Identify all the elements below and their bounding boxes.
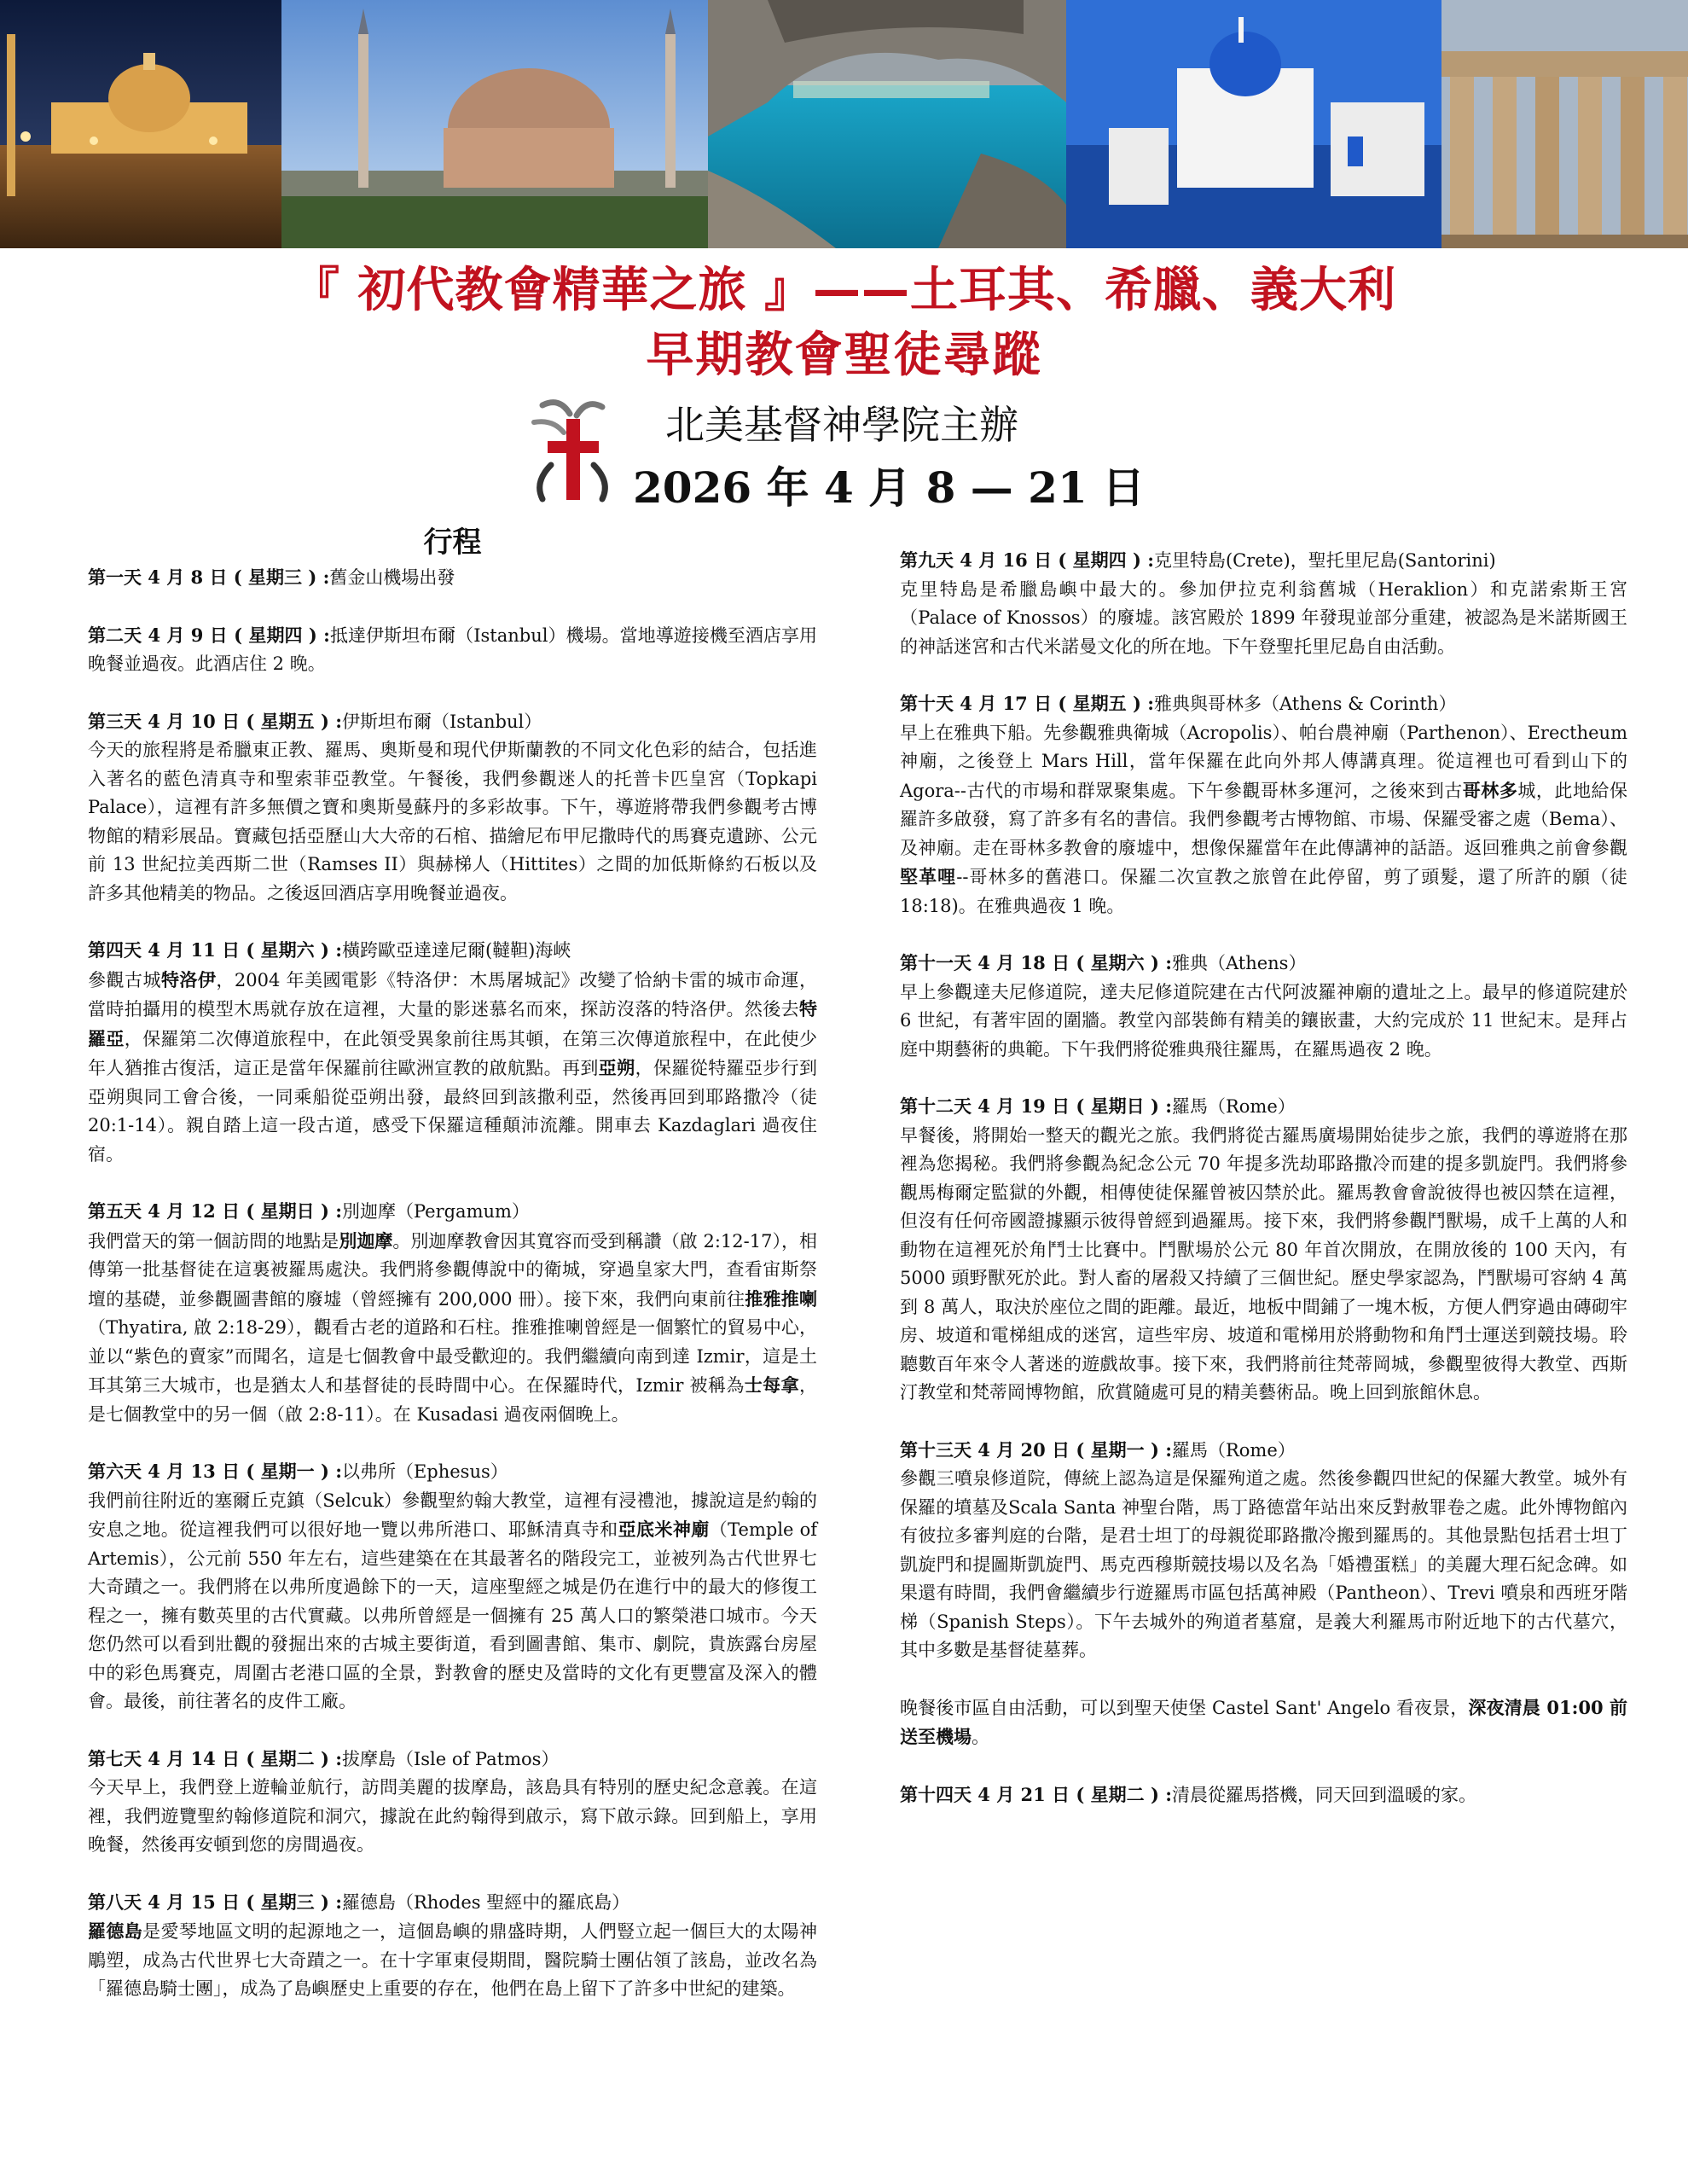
main-title: 『 初代教會精華之旅 』——土耳其、希臘、義大利 <box>292 263 1396 318</box>
description-text: ，是七個教堂中的另一個（啟 2:8-11）。在 Kusadasi 過夜兩個晚上。 <box>88 1375 818 1425</box>
description-text: 我們當天的第一個訪問的地點是 <box>88 1230 339 1252</box>
day-13 <box>900 1436 1627 1665</box>
day-place: 清晨從羅馬搭機，同天回到溫暖的家。 <box>1171 1784 1476 1805</box>
day-place: 伊斯坦布爾（Istanbul） <box>341 711 542 732</box>
day-description <box>88 736 817 908</box>
place-name-highlight: 亞底米神廟 <box>618 1519 710 1540</box>
day-label: 第十一天 4 月 18 日 ( 星期六 ) : <box>900 952 1172 973</box>
place-name-highlight: 羅德島 <box>88 1920 143 1942</box>
day-place: 羅馬（Rome） <box>1171 1439 1296 1461</box>
day-label: 第九天 4 月 16 日 ( 星期四 ) : <box>900 549 1154 571</box>
place-name-highlight: 推雅推喇 <box>745 1287 817 1310</box>
hagia-sophia-icon <box>281 0 708 248</box>
left-day-list <box>88 563 817 2004</box>
day-label: 第四天 4 月 11 日 ( 星期六 ) : <box>88 939 342 961</box>
description-text: 是愛琴地區文明的起源地之一，這個島嶼的鼎盛時期，人們豎立起一個巨大的太陽神鵰塑，成為古代世界七大奇蹟之一。在十字軍東侵期間，醫院騎士團佔領了該島，並改名為「羅德島騎士團」，成為了島嶼歷史上重要的存在，他們在島上留下了許多中世紀的建築。 <box>88 1921 817 1999</box>
description-text: 早餐後，將開始一整天的觀光之旅。我們將從古羅馬廣場開始徒步之旅，我們的導遊將在那裡為您揭秘。我們將參觀為紀念公元 70 年提多洗劫耶路撒冷而建的提多凱旋門。我們將參觀馬梅爾定監獄的外觀，相傳使徒保羅曾被囚禁於此。羅馬教會會說彼得也被囚禁在這裡，但沒有任何帝國證據顯示彼得曾經到過羅馬。接下來，我們將參觀鬥獸場，成千上萬的人和動物在這裡死於角鬥士比賽中。鬥獸場於公元 80 年首次開放，在開放後的 100 天內，有 5000 頭野獸死於此。對人畜的屠殺又持續了三個世紀。歷史學家認為，鬥獸場可容納 4 萬到 8 萬人，取決於座位之間的距離。最近，地板中間鋪了一塊木板，方便人們穿過由磚砌牢房、坡道和電梯組成的迷宮，這些牢房、坡道和電梯用於將動物和角鬥士運送到競技場。聆聽數百年來令人著迷的遊戲故事。接下來，我們將前往梵蒂岡城，參觀聖彼得大教堂、西斯汀教堂和梵蒂岡博物館，欣賞隨處可見的精美藝術品。晚上回到旅館休息。 <box>900 1124 1627 1403</box>
place-name-highlight: 哥林多 <box>1462 779 1518 801</box>
place-name-highlight: 士每拿 <box>744 1374 800 1396</box>
itinerary-right-column <box>900 546 1627 1838</box>
description-text: 克里特島是希臘島嶼中最大的。參加伊拉克利翁舊城（Heraklion）和克諾索斯王宮（Palace of Knossos）的廢墟。該宮殿於 1899 年發現並部分重建，被認為是米諾斯國王的神話迷宮和古代米諾曼文化的所在地。下午登聖托里尼島自由活動。 <box>900 578 1627 657</box>
airport-transfer-time: 深夜清晨 01:00 前送至機場 <box>900 1696 1627 1747</box>
itinerary-heading: 行程 <box>423 526 482 560</box>
day-label: 第一天 4 月 8 日 ( 星期三 ) : <box>88 566 330 588</box>
day-5 <box>88 1197 817 1429</box>
description-text: 早上參觀達夫尼修道院，達夫尼修道院建在古代阿波羅神廟的遺址之上。最早的修道院建於 6 世紀，有著牢固的圍牆。教堂內部裝飾有精美的鑲嵌畫，大約完成於 11 世紀末。是拜占庭中期藝術的典範。下午我們將從雅典飛往羅馬，在羅馬過夜 2 晚。 <box>900 981 1627 1060</box>
right-day-list <box>900 546 1627 1665</box>
day-label: 第六天 4 月 13 日 ( 星期一 ) : <box>88 1461 342 1482</box>
day-description <box>88 1917 817 2004</box>
day-description <box>900 719 1627 921</box>
day-place: 抵達伊斯坦布爾（Istanbul）機場。當地導遊接機至酒店享用晚餐並過夜。此酒店住 2 晚。 <box>88 624 817 674</box>
evening-note <box>900 1693 1627 1752</box>
day-description <box>900 979 1627 1065</box>
description-text: 參觀三噴泉修道院，傳統上認為這是保羅殉道之處。然後參觀四世紀的保羅大教堂。城外有保羅的墳墓及Scala Santa 神聖台階，馬丁路德當年站出來反對赦罪卷之處。此外博物館內有彼拉多審判庭的台階，是君士坦丁的母親從耶路撒冷搬到羅馬的。其他景點包括君士坦丁凱旋門和提圖斯凱旋門、馬克西穆斯競技場以及名為「婚禮蛋糕」的美麗大理石紀念碑。如果還有時間，我們會繼續步行遊羅馬市區包括萬神殿（Pantheon）、Trevi 噴泉和西班牙階梯（Spanish Steps）。下午去城外的殉道者墓窟，是義大利羅馬市附近地下的古代墓穴，其中多數是基督徒墓葬。 <box>900 1468 1627 1660</box>
day-8 <box>88 1888 817 2004</box>
day-label: 第十天 4 月 17 日 ( 星期五 ) : <box>900 693 1154 714</box>
day-label: 第八天 4 月 15 日 ( 星期三 ) : <box>88 1891 342 1913</box>
place-name-highlight: 堅革哩 <box>900 866 957 887</box>
note-text: 晚餐後市區自由活動，可以到聖天使堡 Castel Sant' Angelo 看夜景， <box>900 1697 1469 1718</box>
place-name-highlight: 特羅亞 <box>88 998 817 1049</box>
day-11 <box>900 949 1627 1064</box>
day-place: 雅典與哥林多（Athens & Corinth） <box>1153 694 1457 714</box>
day-label: 第十四天 4 月 21 日 ( 星期二 ) : <box>900 1783 1172 1805</box>
day-place: 雅典（Athens） <box>1171 953 1307 973</box>
day-label: 第十二天 4 月 19 日 ( 星期日 ) : <box>900 1095 1172 1117</box>
day-label: 第七天 4 月 14 日 ( 星期二 ) : <box>88 1747 342 1769</box>
description-text: 今天早上，我們登上遊輪並航行，訪問美麗的拔摩島，該島具有特別的歷史紀念意義。在這裡，我們遊覽聖約翰修道院和洞穴，據說在此約翰得到啟示，寫下啟示錄。回到船上，享用晚餐，然後再安頓到您的房間過夜。 <box>88 1777 817 1855</box>
day-description <box>88 1487 817 1716</box>
day-label: 第三天 4 月 10 日 ( 星期五 ) : <box>88 710 342 732</box>
day-label: 第十三天 4 月 20 日 ( 星期一 ) : <box>900 1438 1172 1461</box>
day-place: 克里特島(Crete)，聖托里尼島(Santorini) <box>1153 550 1496 571</box>
description-text: ，保羅從特羅亞步行到亞朔與同工會合後，一同乘船從亞朔出發，最終回到該撒利亞，然後再回到耶路撒冷（徒 20:1-14）。親自踏上這一段古道，感受下保羅這種顛沛流離。開車去 Kazdaglari 過夜住宿。 <box>88 1058 818 1165</box>
place-name-highlight: 別迦摩 <box>339 1229 393 1252</box>
description-text: 我們前往附近的塞爾丘克鎮（Selcuk）參觀聖約翰大教堂，這裡有浸禮池，據說這是約翰的安息之地。從這裡我們可以很好地一覽以弗所港口、耶穌清真寺和 <box>88 1490 817 1540</box>
day-description <box>900 1465 1627 1665</box>
description-text: （Thyatira, 啟 2:18-29），觀看古老的道路和石柱。推雅推喇曾經是一個繁忙的貿易中心，並以“紫色的賣家”而聞名，這是七個教會中最受歡迎的。我們繼續向南到達 Izmir，這是土耳其第三大城市，也是猶太人和基督徒的長時間中心。在保羅時代，Izmir 被稱為 <box>88 1317 817 1396</box>
tour-dates: 2026 年 4 月 8 — 21 日 <box>633 462 1146 513</box>
itinerary-left-column <box>88 522 817 2032</box>
day-description <box>88 1227 817 1430</box>
day-description <box>900 576 1627 662</box>
place-name-highlight: 亞朔 <box>598 1057 635 1078</box>
description-text: --哥林多的舊港口。保羅二次宣教之旅曾在此停留，剪了頭髮，還了所許的願（徒 18:18)。在雅典過夜 1 晚。 <box>900 867 1627 916</box>
day-6 <box>88 1457 817 1716</box>
organizer: 北美基督神學院主辦 <box>665 402 1018 448</box>
day-description <box>88 966 817 1170</box>
description-text: ，保羅第二次傳道旅程中，在此領受異象前往馬其頓，在第三次傳道旅程中，在此使少年人猶推古復活，這正是當年保羅前往歐洲宣教的啟航點。再到 <box>88 1028 818 1078</box>
day-description <box>900 1122 1627 1408</box>
day-14 <box>900 1780 1627 1810</box>
day-4 <box>88 936 817 1169</box>
parthenon-icon <box>1441 0 1688 248</box>
day-place: 舊金山機場出發 <box>329 567 455 588</box>
santorini-church-icon <box>1066 0 1441 248</box>
day-place: 以弗所（Ephesus） <box>341 1461 508 1482</box>
description-text: 參觀古城 <box>88 969 161 990</box>
day-place: 別迦摩（Pergamum） <box>341 1201 530 1222</box>
day-2 <box>88 621 817 679</box>
day-10 <box>900 689 1627 921</box>
day-place: 羅德島（Rhodes 聖經中的羅底島） <box>341 1891 630 1913</box>
seminary-logo-icon <box>517 388 628 503</box>
day-place: 羅馬（Rome） <box>1171 1096 1296 1117</box>
banner-photo-collage <box>0 0 1688 248</box>
day-9 <box>900 546 1627 661</box>
description-text: 早上在雅典下船。先參觀雅典衛城（Acropolis）、帕台農神廟（Parthenon）、Erectheum 神廟，之後登上 Mars Hill，當年保羅在此向外邦人傳講真理。從這裡也可看到山下的 Agora--古代的市場和群眾聚集處。下午參觀哥林多運河，之後來到古 <box>900 722 1627 801</box>
st-peters-basilica-icon <box>0 0 281 248</box>
description-text: （Temple of Artemis），公元前 550 年左右，這些建築在在其最著名的階段完工，並被列為古代世界七大奇蹟之一。我們將在以弗所度過餘下的一天，這座聖經之城是仍在進行中的最大的修復工程之一，擁有數英里的古代實藏。以弗所曾經是一個擁有 25 萬人口的繁榮港口城市。今天您仍然可以看到壯觀的發掘出來的古城主要街道，看到圖書館、集市、劇院，貴族露台房屋中的彩色馬賽克，周圍古老港口區的全景，對教會的歷史及當時的文化有更豐富及深入的體會。最後，前往著名的皮件工廠。 <box>88 1519 817 1711</box>
description-text: 。別迦摩教會因其寬容而受到稱讚（啟 2:12-17），相傳第一批基督徒在這裏被羅馬處決。我們將參觀傳說中的衛城，穿過皇家大門，查看宙斯祭壇的基礎，並參觀圖書館的廢墟（曾經擁有 200,000 冊）。接下來，我們向東前往 <box>88 1230 818 1310</box>
day-description <box>88 1774 817 1860</box>
day-12 <box>900 1092 1627 1408</box>
place-name-highlight: 特洛伊 <box>160 968 217 990</box>
day-label: 第二天 4 月 9 日 ( 星期四 ) : <box>88 624 330 646</box>
sea-arch-icon <box>708 0 1066 248</box>
day-place: 拔摩島（Isle of Patmos） <box>341 1748 560 1769</box>
note-text: 。 <box>972 1727 989 1747</box>
description-text: 今天的旅程將是希臘東正教、羅馬、奧斯曼和現代伊斯蘭教的不同文化色彩的結合，包括進入著名的藍色清真寺和聖索菲亞教堂。午餐後，我們參觀迷人的托普卡匹皇宮（Topkapi Palace），這裡有許多無價之寶和奧斯曼蘇丹的多彩故事。下午，導遊將帶我們參觀考古博物館的精彩展品。寶藏包括亞歷山大大帝的石棺、描繪尼布甲尼撒時代的馬賽克遺跡、公元前 13 世紀拉美西斯二世（Ramses II）與赫梯人（Hittites）之間的加低斯條約石板以及許多其他精美的物品。之後返回酒店享用晚餐並過夜。 <box>88 740 817 903</box>
description-text: ，2004 年美國電影《特洛伊：木馬屠城記》改變了恰納卡雷的城市命運，當時拍攝用的模型木馬就存放在這裡，大量的影迷慕名而來，探訪沒落的特洛伊。然後去 <box>88 969 817 1019</box>
day-7 <box>88 1745 817 1860</box>
subtitle: 早期教會聖徒尋蹤 <box>646 328 1042 383</box>
day-place: 橫跨歐亞達達尼爾(韃靼)海峽 <box>341 940 571 961</box>
day-1 <box>88 563 817 593</box>
day-3 <box>88 707 817 909</box>
description-text: 城，此地給保羅許多啟發，寫了許多有名的書信。我們參觀考古博物館、市場、保羅受審之處（Bema）、及神廟。走在哥林多教會的廢墟中，想像保羅當年在此傳講神的話語。返回雅典之前會參觀 <box>900 780 1628 858</box>
day-label: 第五天 4 月 12 日 ( 星期日 ) : <box>88 1200 342 1222</box>
